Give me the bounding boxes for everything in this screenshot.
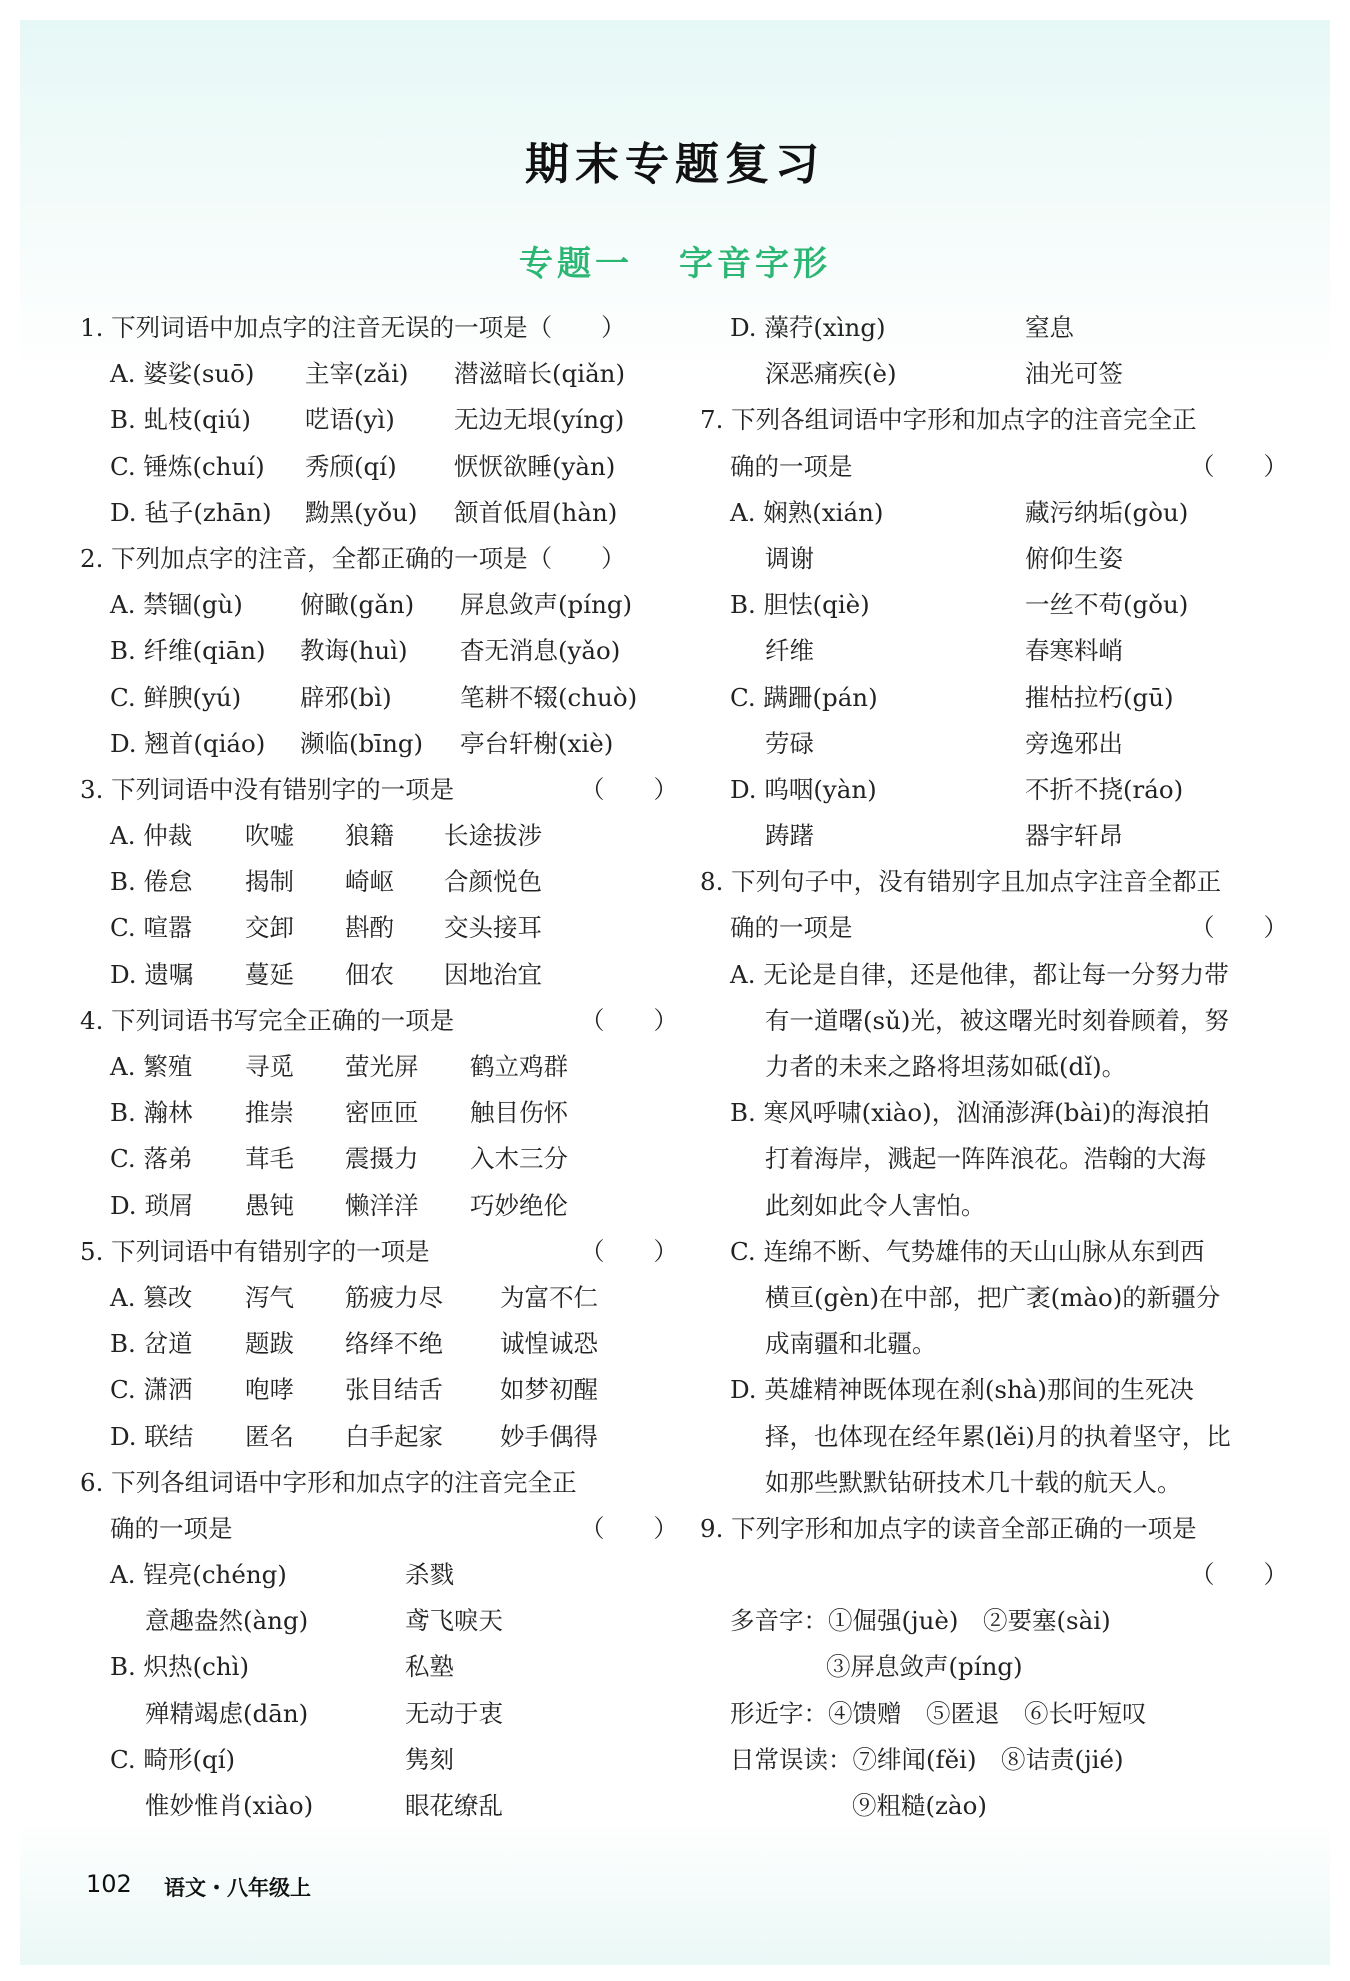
text-segment: 密匝匝 (345, 1098, 419, 1128)
text-segment: （ ） (1190, 913, 1288, 943)
q5-option-c (80, 1367, 662, 1413)
q2-option-a (80, 582, 662, 628)
q7-option-a-cont (700, 536, 1278, 582)
text-segment: 2. 下列加点字的注音，全都正确的一项是（ ） (80, 543, 626, 573)
text-segment: 推崇 (245, 1098, 294, 1128)
question-7-stem-cont (700, 444, 1288, 490)
q4-option-c (80, 1136, 662, 1182)
text-segment: B. 虬枝(qiú) (110, 405, 251, 435)
text-segment: 入木三分 (470, 1144, 568, 1174)
text-segment: B. 纤维(qiān) (110, 636, 266, 666)
topic-heading (0, 236, 1350, 285)
text-segment: 筋疲力尽 (345, 1282, 443, 1312)
text-segment: 1. 下列词语中加点字的注音无误的一项是（ ） (80, 313, 626, 342)
text-segment: 交头接耳 (444, 913, 542, 943)
text-segment: 打着海岸，溅起一阵阵浪花。浩翰的大海 (765, 1144, 1206, 1174)
text-segment: 窒息 (1025, 313, 1074, 342)
q6-option-d-cont (700, 351, 1278, 397)
text-segment: C. 蹒跚(pán) (730, 682, 878, 712)
text-segment: A. 篡改 (110, 1282, 193, 1312)
q9-polyphone (700, 1598, 1278, 1644)
text-segment: 7. 下列各组词语中字形和加点字的注音完全正 (700, 405, 1197, 435)
text-segment: A. 繁殖 (110, 1052, 193, 1081)
question-4-stem (80, 998, 678, 1044)
text-segment: 如梦初醒 (500, 1375, 598, 1405)
q6-option-b-cont (80, 1691, 662, 1737)
q7-option-d-cont (700, 813, 1278, 859)
text-segment: 潜滋暗长(qiǎn) (454, 359, 626, 389)
text-segment: C. 锤炼(chuí) (110, 451, 265, 481)
text-segment: 教诲(huì) (300, 636, 408, 666)
text-segment: A. 无论是自律，还是他律，都让每一分努力带 (730, 959, 1229, 989)
text-segment: 斟酌 (345, 913, 394, 943)
text-segment: D. 琐屑 (110, 1190, 194, 1220)
text-segment: 藏污纳垢(gòu) (1025, 497, 1189, 527)
text-segment: C. 潇洒 (110, 1375, 193, 1405)
text-segment: 调谢 (765, 543, 814, 573)
text-segment: 张目结舌 (345, 1375, 443, 1405)
text-segment: D. 英雄精神既体现在刹(shà)那间的生死决 (730, 1375, 1194, 1405)
text-segment: 旁逸邪出 (1025, 728, 1123, 758)
text-segment: 颔首低眉(hàn) (454, 497, 618, 527)
text-segment: B. 寒风呼啸(xiào)，汹涌澎湃(bài)的海浪拍 (730, 1098, 1210, 1128)
text-segment: 纤维 (765, 636, 814, 666)
q8-option-c-cont2 (700, 1321, 1278, 1367)
text-segment: 亭台轩榭(xiè) (460, 728, 614, 758)
q9-misread (700, 1737, 1278, 1783)
text-segment: 妙手偶得 (500, 1421, 598, 1451)
text-segment: 形近字：④馈赠 ⑤匿退 ⑥长吁短叹 (730, 1698, 1147, 1728)
text-segment: 摧枯拉朽(gū) (1025, 682, 1174, 712)
text-segment: 有一道曙(sǔ)光，被这曙光时刻眷顾着，努 (765, 1005, 1229, 1035)
q2-option-d (80, 721, 662, 767)
text-segment: 8. 下列句子中，没有错别字且加点字注音全都正 (700, 867, 1222, 897)
text-segment: A. 禁锢(gù) (110, 590, 243, 620)
q3-option-c (80, 905, 662, 951)
text-segment: D. 毡子(zhān) (110, 497, 272, 527)
text-segment: 4. 下列词语书写完全正确的一项是 (80, 1005, 455, 1035)
text-segment: C. 连绵不断、气势雄伟的天山山脉从东到西 (730, 1236, 1205, 1266)
text-segment: （ ） (1190, 1560, 1288, 1590)
text-segment: 深恶痛疾(è) (765, 359, 897, 389)
text-segment: 私塾 (405, 1652, 454, 1682)
text-segment: 络绎不绝 (345, 1329, 443, 1359)
text-segment: 笔耕不辍(chuò) (460, 682, 638, 712)
q6-option-c (80, 1737, 662, 1783)
page-title: 期末专题复习 (525, 139, 825, 190)
text-segment: 黝黑(yǒu) (305, 497, 418, 527)
text-segment: B. 岔道 (110, 1329, 193, 1359)
q1-option-d (80, 490, 662, 536)
text-segment: 3. 下列词语中没有错别字的一项是 (80, 774, 455, 804)
text-segment: 器宇轩昂 (1025, 821, 1123, 851)
text-segment: 无边无垠(yíng) (454, 405, 625, 435)
text-segment: 白手起家 (345, 1421, 443, 1451)
topic-name: 字音字形 (679, 244, 831, 284)
text-segment: 濒临(bīng) (300, 728, 424, 758)
text-segment: 确的一项是 (110, 1513, 233, 1543)
q4-option-d (80, 1183, 662, 1229)
text-segment: 秀颀(qí) (305, 451, 397, 481)
q1-option-b (80, 397, 662, 443)
text-segment: 辟邪(bì) (300, 682, 392, 712)
text-segment: D. 呜咽(yàn) (730, 774, 877, 804)
q3-option-d (80, 952, 662, 998)
text-segment: 蔓延 (245, 959, 294, 989)
q4-option-b (80, 1090, 662, 1136)
text-segment: 恹恹欲睡(yàn) (454, 451, 616, 481)
text-segment: D. 遗嘱 (110, 959, 194, 989)
text-segment: 春寒料峭 (1025, 636, 1123, 666)
question-7-stem (700, 397, 1278, 443)
text-segment: C. 畸形(qí) (110, 1744, 236, 1774)
text-segment: 劳碌 (765, 728, 814, 758)
question-9-bracket (700, 1552, 1288, 1598)
text-segment: 多音字：①倔强(juè) ②要塞(sài) (730, 1606, 1111, 1636)
text-segment: 眼花缭乱 (405, 1791, 503, 1820)
q8-option-b-cont2 (700, 1183, 1278, 1229)
text-segment: 震摄力 (345, 1144, 419, 1174)
text-segment: D. 翘首(qiáo) (110, 728, 266, 758)
text-segment: 狼籍 (345, 821, 394, 851)
text-segment: 主宰(zǎi) (305, 359, 409, 389)
question-5-stem (80, 1229, 678, 1275)
text-segment: 泻气 (245, 1282, 294, 1312)
text-segment: 意趣盎然(àng) (145, 1606, 309, 1636)
q9-polyphone-cont (700, 1644, 1278, 1690)
text-segment: （ ） (580, 1236, 678, 1266)
text-segment: 油光可签 (1025, 359, 1123, 389)
q8-option-b (700, 1090, 1278, 1136)
text-segment: （ ） (580, 1513, 678, 1543)
text-segment: 确的一项是 (730, 451, 853, 481)
topic-number: 专题一 (519, 244, 633, 284)
text-segment: 杳无消息(yǎo) (460, 636, 621, 666)
q1-option-c (80, 444, 662, 490)
q5-option-a (80, 1275, 662, 1321)
text-segment: 杀戮 (405, 1560, 454, 1590)
q5-option-d (80, 1414, 662, 1460)
text-segment: 诚惶诚恐 (500, 1329, 598, 1359)
text-segment: 佃农 (345, 959, 394, 989)
text-segment: 此刻如此令人害怕。 (765, 1190, 986, 1220)
q8-option-c-cont1 (700, 1275, 1278, 1321)
q8-option-c (700, 1229, 1278, 1275)
text-segment: 日常误读：⑦绯闻(fěi) ⑧诘责(jié) (730, 1744, 1124, 1774)
text-segment: 一丝不苟(gǒu) (1025, 590, 1189, 620)
text-segment: 9. 下列字形和加点字的读音全部正确的一项是 (700, 1513, 1197, 1543)
text-segment: C. 鲜腴(yú) (110, 682, 242, 712)
text-segment: C. 落弟 (110, 1144, 193, 1174)
text-segment: 萤光屏 (345, 1052, 419, 1081)
text-segment: 合颜悦色 (444, 867, 542, 897)
text-segment: 因地治宜 (444, 959, 542, 989)
text-segment: 俯仰生姿 (1025, 543, 1123, 573)
question-6-stem (80, 1460, 662, 1506)
q2-option-b (80, 628, 662, 674)
question-2-stem (80, 536, 662, 582)
text-segment: 惟妙惟肖(xiào) (145, 1791, 314, 1820)
q5-option-b (80, 1321, 662, 1367)
text-segment: ⑨粗糙(zào) (852, 1791, 987, 1820)
right-column (700, 305, 1288, 1829)
text-segment: 交卸 (245, 913, 294, 943)
q9-similar-form (700, 1691, 1278, 1737)
text-segment: 殚精竭虑(dān) (145, 1698, 309, 1728)
text-segment: A. 锃亮(chéng) (110, 1560, 287, 1590)
q8-option-a-cont1 (700, 998, 1278, 1044)
text-segment: 咆哮 (245, 1375, 294, 1405)
text-segment: 吹嘘 (245, 821, 294, 851)
text-segment: 择，也体现在经年累(lěi)月的执着坚守，比 (765, 1421, 1231, 1451)
q7-option-a (700, 490, 1278, 536)
text-segment: C. 喧嚣 (110, 913, 193, 943)
text-segment: 触目伤怀 (470, 1098, 568, 1128)
text-segment: 力者的未来之路将坦荡如砥(dǐ)。 (765, 1052, 1127, 1081)
text-segment: 长途拔涉 (444, 821, 542, 851)
text-segment: 鸢飞唳天 (405, 1606, 503, 1636)
q6-option-d (700, 305, 1278, 351)
text-segment: B. 炽热(chì) (110, 1652, 250, 1682)
question-3-stem (80, 767, 678, 813)
text-segment: B. 胆怯(qiè) (730, 590, 870, 620)
left-column (80, 305, 678, 1829)
q8-option-b-cont1 (700, 1136, 1278, 1182)
q7-option-c-cont (700, 721, 1278, 767)
text-segment: 呓语(yì) (305, 405, 395, 435)
page-number: 102 (86, 1870, 132, 1898)
q3-option-b (80, 859, 662, 905)
q7-option-d (700, 767, 1278, 813)
text-segment: 无动于衷 (405, 1698, 503, 1728)
text-segment: D. 联结 (110, 1421, 194, 1451)
q6-option-c-cont (80, 1783, 662, 1829)
question-1-stem (80, 305, 662, 351)
text-segment: 崎岖 (345, 867, 394, 897)
text-segment: 不折不挠(ráo) (1025, 774, 1184, 804)
q7-option-c (700, 675, 1278, 721)
q6-option-a-cont (80, 1598, 662, 1644)
q4-option-a (80, 1044, 662, 1090)
q3-option-a (80, 813, 662, 859)
question-6-stem-cont (80, 1506, 678, 1552)
text-segment: 踌躇 (765, 821, 814, 851)
text-segment: 确的一项是 (730, 913, 853, 943)
question-9-stem (700, 1506, 1278, 1552)
text-segment: B. 瀚林 (110, 1098, 193, 1128)
q6-option-a (80, 1552, 662, 1598)
text-segment: 5. 下列词语中有错别字的一项是 (80, 1236, 430, 1266)
q2-option-c (80, 675, 662, 721)
q8-option-d (700, 1367, 1278, 1413)
text-segment: 揭制 (245, 867, 294, 897)
text-segment: ③屏息敛声(píng) (826, 1652, 1023, 1682)
text-segment: （ ） (1190, 451, 1288, 481)
text-segment: 隽刻 (405, 1744, 454, 1774)
text-segment: 横亘(gèn)在中部，把广袤(mào)的新疆分 (765, 1282, 1221, 1312)
text-segment: （ ） (580, 774, 678, 804)
text-segment: 寻觅 (245, 1052, 294, 1081)
text-segment: 愚钝 (245, 1190, 294, 1220)
question-8-stem (700, 859, 1278, 905)
text-segment: A. 娴熟(xián) (730, 497, 884, 527)
text-segment: 茸毛 (245, 1144, 294, 1174)
q8-option-d-cont2 (700, 1460, 1278, 1506)
q7-option-b-cont (700, 628, 1278, 674)
q8-option-a-cont2 (700, 1044, 1278, 1090)
q8-option-d-cont1 (700, 1414, 1278, 1460)
text-segment: B. 倦怠 (110, 867, 193, 897)
text-segment: 为富不仁 (500, 1282, 598, 1312)
text-segment: 鹤立鸡群 (470, 1052, 568, 1081)
q6-option-b (80, 1644, 662, 1690)
text-segment: A. 仲裁 (110, 821, 193, 851)
text-segment: 6. 下列各组词语中字形和加点字的注音完全正 (80, 1467, 577, 1497)
text-segment: D. 藻荇(xìng) (730, 313, 886, 342)
question-8-stem-cont (700, 905, 1288, 951)
q9-misread-cont (700, 1783, 1278, 1829)
text-segment: 匿名 (245, 1421, 294, 1451)
q7-option-b (700, 582, 1278, 628)
text-segment: （ ） (580, 1005, 678, 1035)
text-segment: 屏息敛声(píng) (460, 590, 633, 620)
text-segment: 懒洋洋 (345, 1190, 419, 1220)
text-segment: 成南疆和北疆。 (765, 1329, 937, 1359)
text-segment: A. 婆娑(suō) (110, 359, 255, 389)
text-segment: 题跋 (245, 1329, 294, 1359)
text-segment: 巧妙绝伦 (470, 1190, 568, 1220)
book-subject: 语文・八年级上 (164, 1876, 311, 1900)
text-segment: 如那些默默钻研技术几十载的航天人。 (765, 1467, 1182, 1497)
q8-option-a (700, 952, 1278, 998)
text-segment: 俯瞰(gǎn) (300, 590, 415, 620)
q1-option-a (80, 351, 662, 397)
